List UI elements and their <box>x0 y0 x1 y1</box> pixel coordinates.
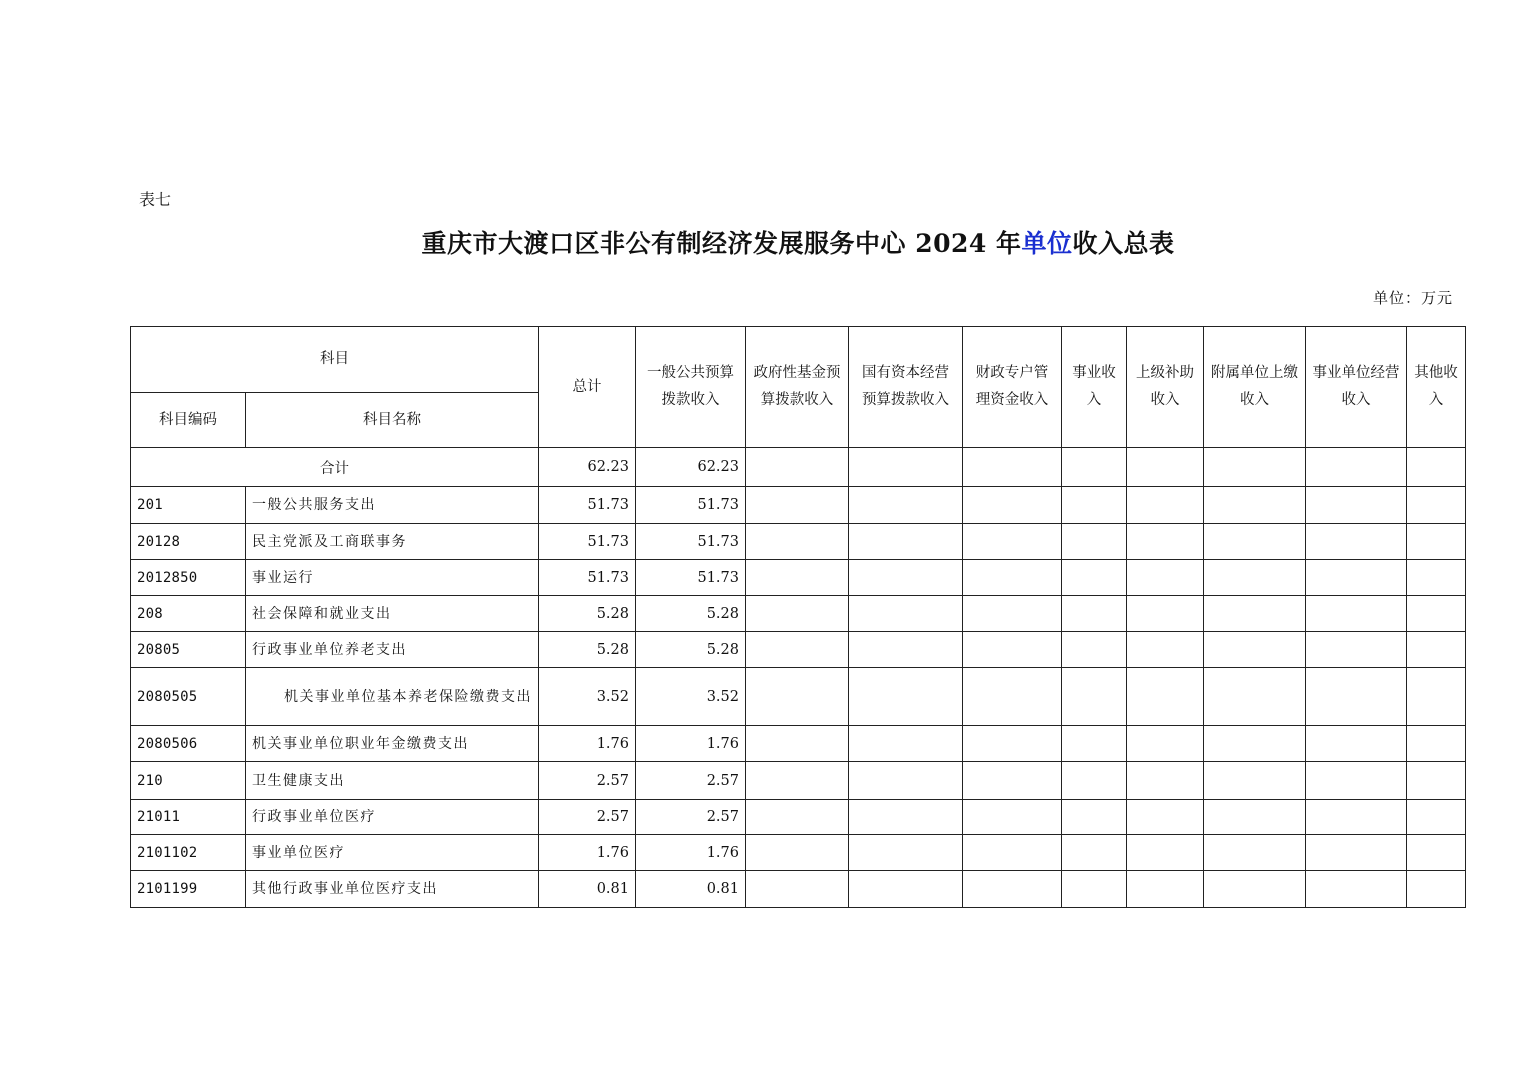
header-other: 其他收入 <box>1407 327 1466 448</box>
row-total: 51.73 <box>539 560 636 596</box>
table-row <box>131 668 1466 726</box>
header-special-fund: 财政专户管理资金收入 <box>963 327 1062 448</box>
title-suffix: 收入总表 <box>1072 229 1175 258</box>
row-general-budget: 0.81 <box>636 871 746 908</box>
header-state-capital: 国有资本经营预算拨款收入 <box>849 327 963 448</box>
header-subject: 科目 <box>131 327 539 393</box>
row-code: 2080506 <box>131 726 246 762</box>
row-name: 民主党派及工商联事务 <box>246 524 539 560</box>
header-subject-code: 科目编码 <box>131 393 246 448</box>
row-total: 2.57 <box>539 762 636 800</box>
row-code: 2080505 <box>131 668 246 726</box>
table-row <box>131 487 1466 524</box>
table-row <box>131 632 1466 668</box>
row-code: 2101199 <box>131 871 246 908</box>
row-name: 行政事业单位医疗 <box>246 800 539 835</box>
row-code: 2012850 <box>131 560 246 596</box>
row-code: 20805 <box>131 632 246 668</box>
row-general-budget: 51.73 <box>636 487 746 524</box>
total-row <box>131 448 1466 487</box>
header-business-operation: 事业单位经营收入 <box>1306 327 1407 448</box>
row-name: 其他行政事业单位医疗支出 <box>246 871 539 908</box>
row-code: 2101102 <box>131 835 246 871</box>
row-name: 事业单位医疗 <box>246 835 539 871</box>
row-total: 0.81 <box>539 871 636 908</box>
row-code: 208 <box>131 596 246 632</box>
row-general-budget: 5.28 <box>636 596 746 632</box>
row-total: 51.73 <box>539 524 636 560</box>
total-label: 合计 <box>131 448 539 487</box>
row-code: 20128 <box>131 524 246 560</box>
header-business: 事业收入 <box>1062 327 1127 448</box>
row-total: 51.73 <box>539 487 636 524</box>
table-row <box>131 835 1466 871</box>
row-general-budget: 5.28 <box>636 632 746 668</box>
row-total: 2.57 <box>539 800 636 835</box>
row-name: 机关事业单位职业年金缴费支出 <box>246 726 539 762</box>
table-row <box>131 560 1466 596</box>
header-gov-fund: 政府性基金预算拨款收入 <box>746 327 849 448</box>
row-total: 1.76 <box>539 835 636 871</box>
income-summary-table <box>130 326 1466 908</box>
row-general-budget: 2.57 <box>636 800 746 835</box>
row-code: 201 <box>131 487 246 524</box>
row-general-budget: 1.76 <box>636 835 746 871</box>
row-general-budget: 51.73 <box>636 560 746 596</box>
row-name: 行政事业单位养老支出 <box>246 632 539 668</box>
table-number-label: 表七 <box>139 190 172 209</box>
header-general-budget: 一般公共预算拨款收入 <box>636 327 746 448</box>
row-code: 21011 <box>131 800 246 835</box>
row-total: 5.28 <box>539 596 636 632</box>
row-name: 卫生健康支出 <box>246 762 539 800</box>
row-total: 5.28 <box>539 632 636 668</box>
document-title <box>0 224 1520 260</box>
table-row <box>131 871 1466 908</box>
table-row <box>131 762 1466 800</box>
header-subject-name: 科目名称 <box>246 393 539 448</box>
title-main: 重庆市大渡口区非公有制经济发展服务中心 2024 年 <box>421 229 1022 258</box>
row-name: 社会保障和就业支出 <box>246 596 539 632</box>
row-total: 1.76 <box>539 726 636 762</box>
row-code: 210 <box>131 762 246 800</box>
row-total: 3.52 <box>539 668 636 726</box>
total-sum: 62.23 <box>539 448 636 487</box>
total-general-budget: 62.23 <box>636 448 746 487</box>
row-name: 机关事业单位基本养老保险缴费支出 <box>246 668 539 726</box>
table-row <box>131 800 1466 835</box>
header-total: 总计 <box>539 327 636 448</box>
title-highlight: 单位 <box>1021 229 1073 258</box>
table-row <box>131 726 1466 762</box>
row-general-budget: 1.76 <box>636 726 746 762</box>
row-general-budget: 3.52 <box>636 668 746 726</box>
header-affiliated: 附属单位上缴收入 <box>1204 327 1306 448</box>
row-name: 一般公共服务支出 <box>246 487 539 524</box>
row-general-budget: 51.73 <box>636 524 746 560</box>
row-name: 事业运行 <box>246 560 539 596</box>
unit-label: 单位：万元 <box>1372 289 1453 307</box>
table-row <box>131 596 1466 632</box>
row-general-budget: 2.57 <box>636 762 746 800</box>
header-superior-subsidy: 上级补助收入 <box>1127 327 1204 448</box>
table-row <box>131 524 1466 560</box>
